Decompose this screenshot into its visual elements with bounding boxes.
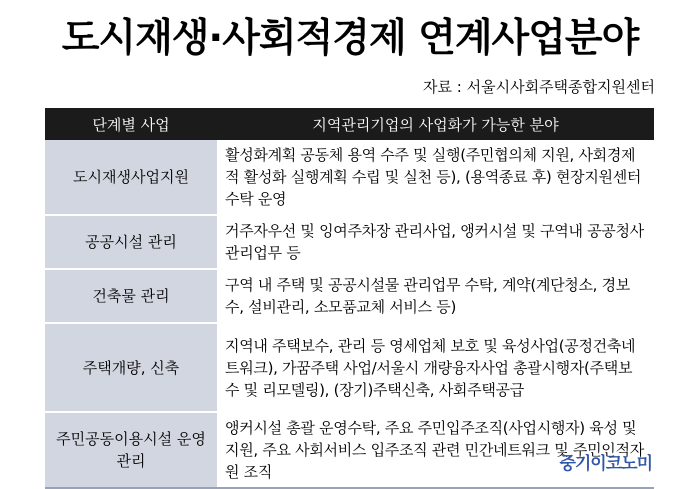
table-row: [45, 323, 654, 412]
row-name: 건축물 관리: [45, 269, 217, 323]
row-desc: 앵커시설 총괄 운영수탁, 주요 주민입주조직(사업시행자) 육성 및 지원, 주요 사회서비스 입주조직 관련 민간네트워크 및 주민인적자원 조직: [217, 412, 654, 488]
row-name: 도시재생사업지원: [45, 140, 217, 215]
row-desc: 거주자우선 및 잉여주차장 관리사업, 앵커시설 및 구역내 공공청사 관리업무 등: [217, 215, 654, 269]
header-field: 지역관리기업의 사업화가 가능한 분야: [217, 108, 654, 140]
row-name: 주민공동이용시설 운영관리: [45, 412, 217, 488]
page-title: 도시재생·사회적경제 연계사업분야: [61, 16, 639, 61]
table-row: [45, 215, 654, 269]
publisher-logo: 중기이코노미: [559, 454, 652, 474]
project-table: [45, 108, 654, 489]
row-name: 주택개량, 신축: [45, 323, 217, 412]
row-desc: 구역 내 주택 및 공공시설물 관리업무 수탁, 계약(계단청소, 경보수, 설비관리, 소모품교체 서비스 등): [217, 269, 654, 323]
table-header-row: [45, 108, 654, 140]
row-desc: 활성화계획 공동체 용역 수주 및 실행(주민협의체 지원, 사회경제적 활성화 실행계획 수립 및 실천 등), (용역종료 후) 현장지원센터 수탁 운영: [217, 140, 654, 215]
table-row: [45, 140, 654, 215]
header-stage: 단계별 사업: [45, 108, 217, 140]
table-row: [45, 269, 654, 323]
row-name: 공공시설 관리: [45, 215, 217, 269]
source-note: 자료 : 서울시사회주택종합지원센터: [423, 78, 655, 96]
row-desc: 지역내 주택보수, 관리 등 영세업체 보호 및 육성사업(공정건축네트워크), 가꿈주택 사업/서울시 개량융자사업 총괄시행자(주택보수 및 리모델링), (장기)주택신축, 사회주택공급: [217, 323, 654, 412]
